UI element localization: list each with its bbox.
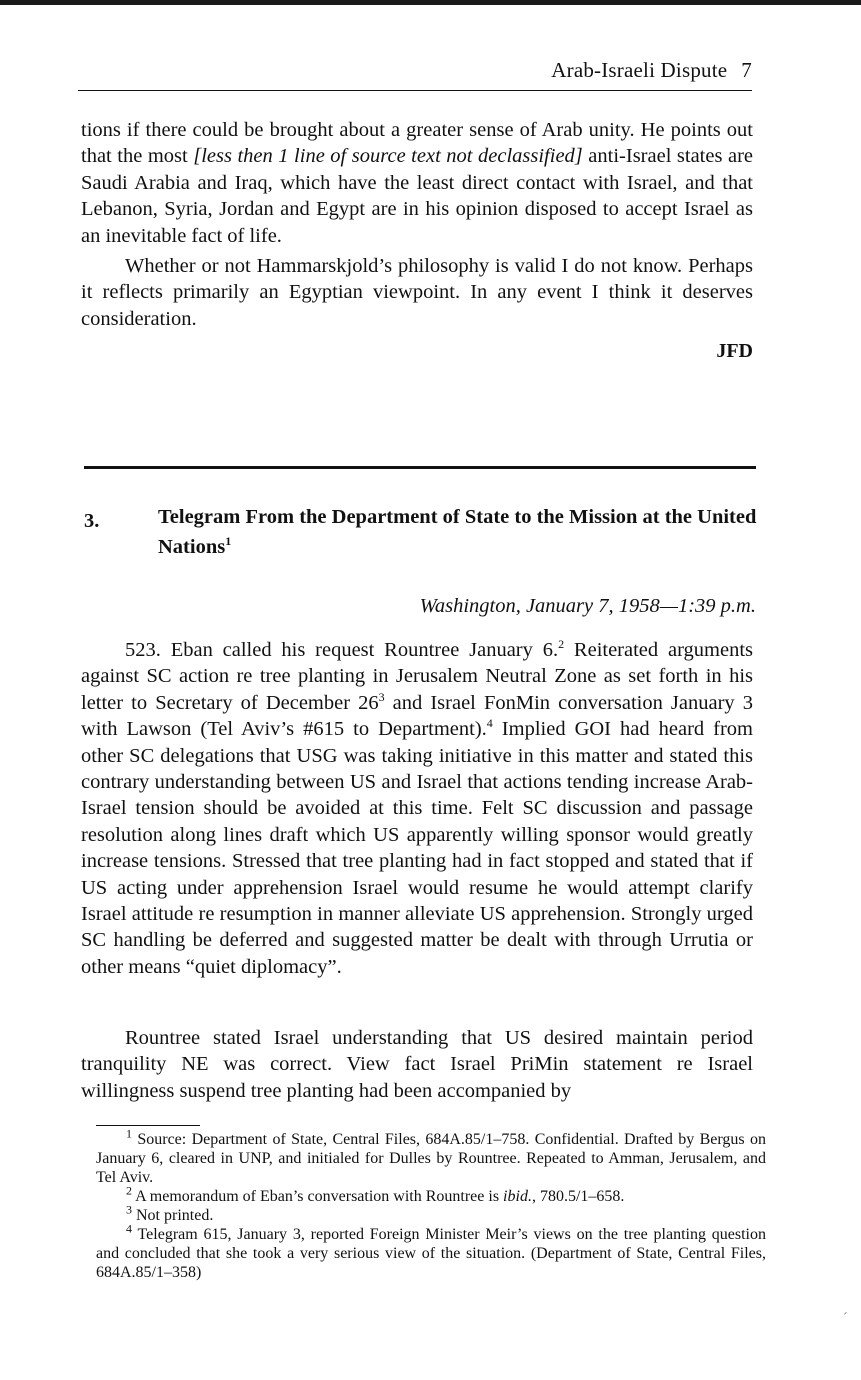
footnote-text: Source: Department of State, Central Files, 684A.85/1–758. Confidential. Drafted by Bergus on January 6, cleared in UNP, and initialed for Dulles by Rountree. Repeated to Amman, Jerusalem, and Tel Aviv. [96,1131,766,1186]
footnote-3 [96,1202,766,1225]
page-top-edge [0,0,861,5]
section-rule [84,466,756,469]
document-number: 3. [84,510,100,532]
footnote-number: 3 [126,1202,132,1217]
document-title-text: Telegram From the Department of State to the Mission at the United Nations [158,506,757,558]
paragraph-rountree: Rountree stated Israel understanding that US desired maintain period tranquility NE was correct. View fact Israel PriMin statement re Israel willingness suspend tree planting had been accompanied by [81,1027,753,1102]
signature: JFD [716,340,753,362]
running-head-title: Arab-Israeli Dispute [551,58,728,82]
document-title [158,502,758,562]
paragraph-text: and Israel FonMin conversation January 3 with Lawson (Tel Aviv’s #615 to Department). [81,691,753,741]
footnote-text: Telegram 615, January 3, reported Foreign Minister Meir’s views on the tree planting question and concluded that she took a very serious view of the situation. (Department of State, Central Files, 684A.85/1–358) [96,1226,766,1281]
footnote-4 [96,1221,766,1282]
footnote-ref: 4 [486,716,493,731]
footnote-text: A memorandum of Eban’s conversation with Rountree is [132,1188,504,1205]
footnote-rule [96,1125,200,1126]
footnote-number: 4 [126,1221,132,1236]
footnote-ref: 3 [378,689,385,704]
footnote-2 [96,1183,766,1206]
margin-mark: ´ [843,1311,848,1326]
footnote-ref: 2 [558,637,565,652]
paragraph-hammarskjold: Whether or not Hammarskjold’s philosophy is valid I do not know. Perhaps it reflects primarily an Egyptian viewpoint. In any event I think it deserves consideration. [81,255,753,330]
paragraph-text: tions if there could be brought about a greater sense of Arab unity. He points out that the most [81,119,753,168]
paragraph-text: Implied GOI had heard from other SC delegations that USG was taking initiative in this matter and stated this contrary understanding between US and Israel that actions tending increase Arab-Israel tension should be avoided at this time. Felt SC discussion and passage resolution along lines draft which US apparently willing sponsor would greatly increase tensions. Stressed that tree planting had in fact stopped and stated that if US acting under apprehension Israel would resume he would attempt clarify Israel attitude re resumption in manner alleviate US apprehension. Strongly urged SC handling be deferred and suggested matter be dealt with through Urrutia or other means “quiet diplomacy”. [81,718,754,978]
paragraph-telegram-body [81,637,753,980]
footnotes [96,1126,766,1282]
dateline: Washington, January 7, 1958—1:39 p.m. [419,595,756,617]
footnote-ref: 1 [225,534,232,549]
footnote-text: , 780.5/1–658. [531,1188,625,1205]
footnote-text: Not printed. [132,1207,214,1224]
redaction-note: [less then 1 line of source text not declassified] [193,145,583,168]
paragraph-text: anti-Israel states are Saudi Arabia and Iraq, which have the least direct contact with Israel, and that Lebanon, Syria, Jordan and Egypt are in his opinion disposed to accept Israel as an inevitable fact of life. [81,145,753,247]
page-number: 7 [741,58,752,82]
footnote-1 [96,1126,766,1187]
footnote-ibid: ibid. [503,1188,532,1205]
paragraph-continuation [81,117,753,249]
footnote-number: 2 [126,1183,132,1198]
header-rule [78,90,752,91]
paragraph-text: 523. Eban called his request Rountree January 6. [125,639,559,661]
footnote-number: 1 [126,1126,132,1141]
paragraph-text: Reiterated arguments against SC action re tree planting in Jerusalem Neutral Zone as set forth in his letter to Secretary of December 26 [81,639,753,714]
running-head [80,58,752,83]
